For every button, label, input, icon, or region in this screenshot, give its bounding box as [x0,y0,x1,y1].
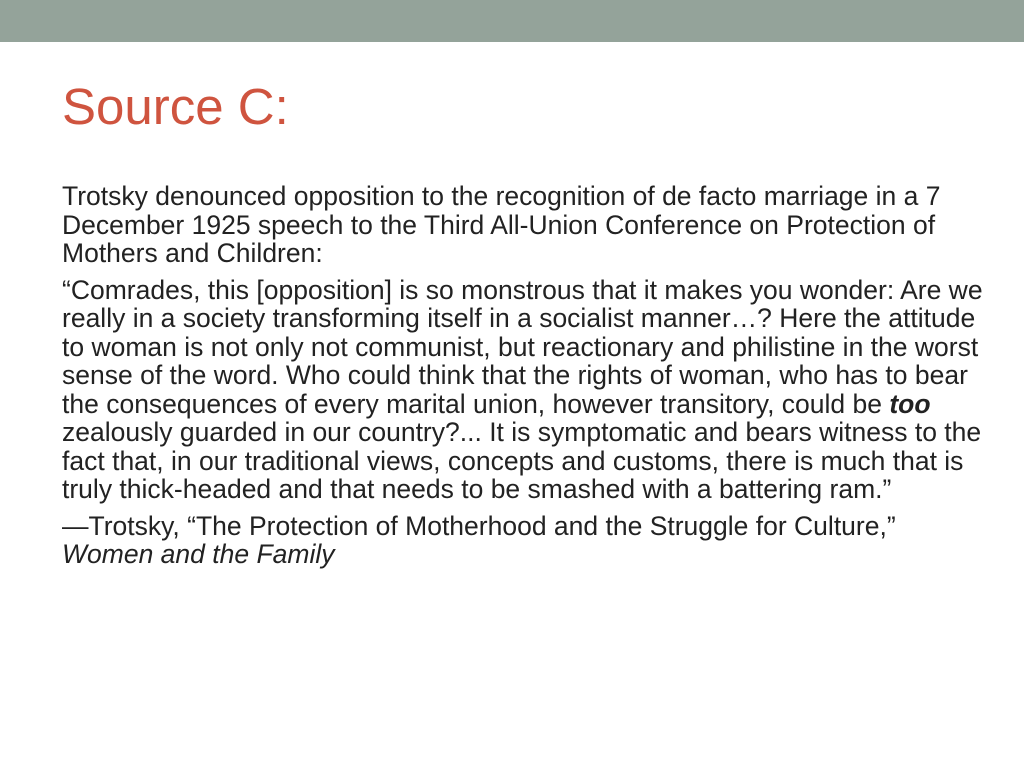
citation-text: —Trotsky, “The Protection of Motherhood and the Struggle for Culture,” [62,510,896,541]
citation-source-title: Women and the Family [62,539,335,569]
citation-paragraph [62,512,992,569]
slide-body [62,182,992,577]
intro-paragraph: Trotsky denounced opposition to the recognition of de facto marriage in a 7 December 1925 speech to the Third All-Union Conference on Protection of Mothers and Children: [62,181,941,268]
quote-text-before: “Comrades, this [opposition] is so monstrous that it makes you wonder: Are we really in a society transforming itself in a socialist manner…? Here the attitude to woman is not only not communist, but reactionary and philistine in the worst sense of the word. Who could think that the rights of woman, who has to bear the consequences of every marital union, however transitory, could be [62,274,983,419]
quote-emphasis: too [889,388,931,419]
quote-text-after: zealously guarded in our country?... It is symptomatic and bears witness to the fact that, in our traditional views, concepts and customs, there is much that is truly thick-headed and that needs to be smashed with a battering ram.” [62,417,982,504]
slide-title: Source C: [62,78,289,135]
quote-paragraph [62,276,992,504]
top-accent-bar [0,0,1024,42]
